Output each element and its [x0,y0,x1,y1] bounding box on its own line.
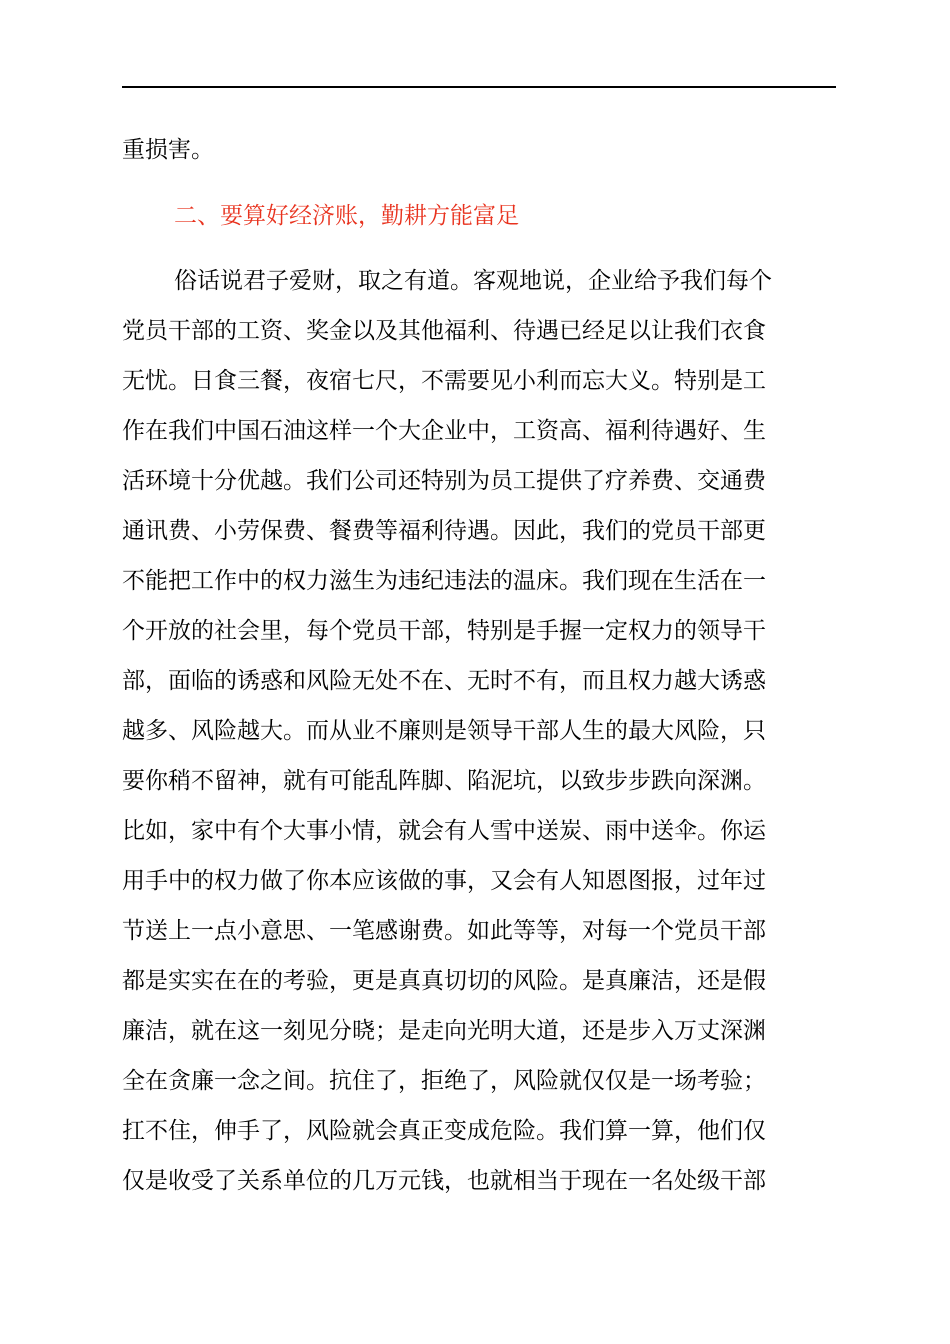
body-line: 党员干部的工资、奖金以及其他福利、待遇已经足以让我们衣食 [122,318,766,344]
body-line: 不能把工作中的权力滋生为违纪违法的温床。我们现在生活在一 [122,568,766,594]
section-heading: 二、要算好经济账，勤耕方能富足 [174,203,519,229]
body-line: 个开放的社会里，每个党员干部，特别是手握一定权力的领导干 [122,618,766,644]
body-line: 用手中的权力做了你本应该做的事，又会有人知恩图报，过年过 [122,868,766,894]
body-line: 都是实实在在的考验，更是真真切切的风险。是真廉洁，还是假 [122,968,766,994]
body-line: 仅是收受了关系单位的几万元钱，也就相当于现在一名处级干部 [122,1168,766,1194]
body-line: 无忧。日食三餐，夜宿七尺，不需要见小利而忘大义。特别是工 [122,368,766,394]
body-line: 部，面临的诱惑和风险无处不在、无时不有，而且权力越大诱惑 [122,668,766,694]
body-line: 通讯费、小劳保费、餐费等福利待遇。因此，我们的党员干部更 [122,518,766,544]
body-line: 节送上一点小意思、一笔感谢费。如此等等，对每一个党员干部 [122,918,766,944]
body-line: 扛不住，伸手了，风险就会真正变成危险。我们算一算，他们仅 [122,1118,766,1144]
body-line: 俗话说君子爱财，取之有道。客观地说，企业给予我们每个 [174,268,772,294]
header-rule [122,86,836,88]
body-line: 比如，家中有个大事小情，就会有人雪中送炭、雨中送伞。你运 [122,818,766,844]
body-line: 作在我们中国石油这样一个大企业中，工资高、福利待遇好、生 [122,418,766,444]
body-line: 全在贪廉一念之间。抗住了，拒绝了，风险就仅仅是一场考验； [122,1068,766,1094]
body-line: 重损害。 [122,137,214,163]
body-line: 越多、风险越大。而从业不廉则是领导干部人生的最大风险，只 [122,718,766,744]
body-line: 活环境十分优越。我们公司还特别为员工提供了疗养费、交通费 [122,468,766,494]
body-line: 要你稍不留神，就有可能乱阵脚、陷泥坑，以致步步跌向深渊。 [122,768,766,794]
body-line: 廉洁，就在这一刻见分晓；是走向光明大道，还是步入万丈深渊 [122,1018,766,1044]
